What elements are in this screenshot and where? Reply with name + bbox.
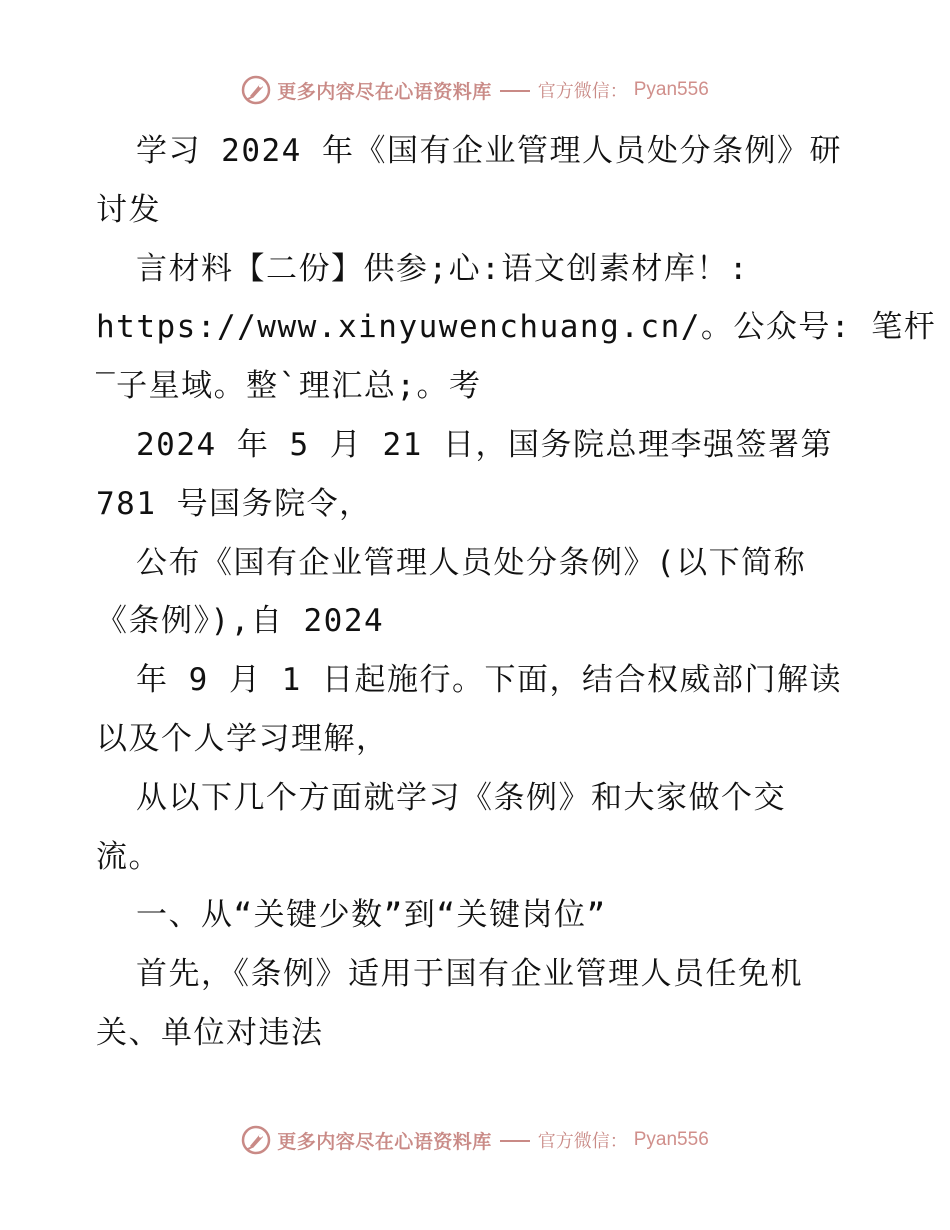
doc-line-9: 《条例》),自 2024 [96, 603, 385, 640]
watermark-wechat-label: 官方微信： [537, 81, 628, 102]
header-watermark [0, 70, 950, 110]
doc-line-13: 流。 [96, 838, 161, 875]
doc-line-11: 以及个人学习理解， [96, 720, 389, 757]
watermark-wechat-label: 官方微信： [537, 1131, 628, 1152]
watermark-brand-text: 更多内容尽在心语资料库 [277, 1130, 492, 1153]
doc-line-5: ‾子星域。整`理汇总;。考 [96, 368, 482, 405]
doc-line-1: 学习 2024 年《国有企业管理人员处分条例》研 [136, 133, 842, 169]
doc-line-8: 公布《国有企业管理人员处分条例》(以下简称 [136, 544, 807, 581]
doc-line-12: 从以下几个方面就学习《条例》和大家做个交 [136, 779, 786, 816]
doc-line-16: 关、单位对违法 [96, 1014, 324, 1051]
doc-line-15: 首先，《条例》适用于国有企业管理人员任免机 [136, 956, 803, 993]
doc-line-10: 年 9 月 1 日起施行。下面，结合权威部门解读 [136, 662, 842, 699]
doc-line-14: 一、从“关键少数”到“关键岗位” [136, 897, 607, 934]
doc-line-6: 2024 年 5 月 21 日，国务院总理李强签署第 [136, 426, 833, 463]
footer-watermark [0, 1120, 950, 1160]
watermark-wechat-id: Pyan556 [633, 1129, 709, 1150]
watermark-dash-separator [500, 90, 530, 92]
pen-nib-logo-icon [241, 75, 271, 105]
document-body [96, 122, 937, 1063]
pen-nib-logo-icon [241, 1125, 271, 1155]
doc-line-2: 讨发 [96, 191, 161, 228]
doc-line-7: 781 号国务院令， [96, 485, 372, 522]
doc-line-3: 言材料【二份】供参;心:语文创素材库！: [136, 250, 749, 287]
watermark-brand-text: 更多内容尽在心语资料库 [277, 80, 492, 103]
watermark-dash-separator [500, 1140, 530, 1142]
watermark-wechat-id: Pyan556 [633, 79, 709, 100]
doc-line-4: https://www.xinyuwenchuang.cn/。公众号: 笔杆 [96, 309, 937, 346]
